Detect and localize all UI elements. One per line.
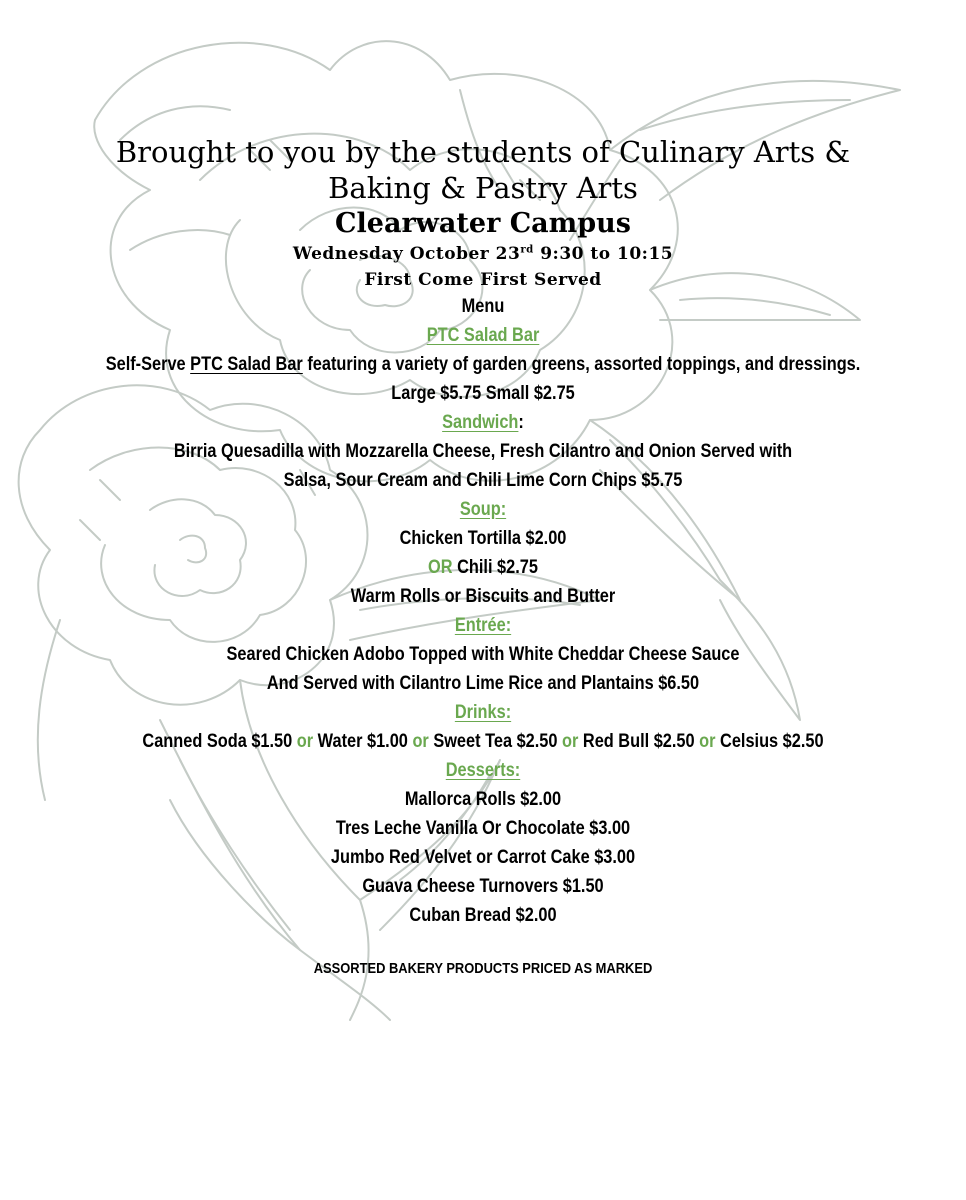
sandwich-heading-text: Sandwich — [442, 412, 519, 433]
drink-item: Celsius $2.50 — [720, 731, 824, 752]
date-ordinal-suffix: rd — [520, 243, 534, 256]
soup-or-word: OR — [428, 557, 453, 578]
section-heading-drinks: Drinks: — [454, 702, 512, 723]
salad-bar-desc-highlight: PTC Salad Bar — [190, 354, 303, 375]
entree-line-2: And Served with Cilantro Lime Rice and Plantains $6.50 — [266, 673, 700, 694]
soup-item-chili — [68, 557, 899, 579]
drinks-list — [68, 731, 899, 753]
sandwich-line-2: Salsa, Sour Cream and Chili Lime Corn Chips $5.75 — [283, 470, 683, 491]
salad-bar-desc-suffix: featuring a variety of garden greens, assorted toppings, and dressings. — [302, 354, 861, 375]
drinks-or-word: or — [557, 731, 583, 752]
campus-title: Clearwater Campus — [335, 208, 631, 239]
soup-side: Warm Rolls or Biscuits and Butter — [350, 586, 616, 607]
dessert-item: Guava Cheese Turnovers $1.50 — [362, 876, 604, 897]
section-heading-sandwich — [68, 412, 899, 434]
section-heading-salad-bar: PTC Salad Bar — [426, 325, 540, 346]
drinks-or-word: or — [407, 731, 434, 752]
event-date-main: Wednesday October 23 — [292, 244, 521, 264]
soup-chili-text: Chili $2.75 — [452, 557, 538, 578]
dessert-item: Tres Leche Vanilla Or Chocolate $3.00 — [335, 818, 631, 839]
salad-bar-prices: Large $5.75 Small $2.75 — [391, 383, 575, 404]
drink-item: Sweet Tea $2.50 — [433, 731, 558, 752]
sandwich-line-1: Birria Quesadilla with Mozzarella Cheese, Fresh Cilantro and Onion Served with — [173, 441, 793, 462]
section-heading-soup: Soup: — [459, 499, 507, 520]
drinks-or-word: or — [292, 731, 318, 752]
event-time: 9:30 to 10:15 — [533, 244, 674, 264]
section-heading-entree: Entrée: — [454, 615, 512, 636]
menu-heading: Menu — [461, 296, 505, 317]
intro-line-2: Baking & Pastry Arts — [328, 171, 638, 205]
drinks-or-word: or — [694, 731, 721, 752]
section-heading-desserts: Desserts: — [445, 760, 521, 781]
drink-item: Red Bull $2.50 — [582, 731, 695, 752]
dessert-item: Cuban Bread $2.00 — [409, 905, 557, 926]
drink-item: Canned Soda $1.50 — [142, 731, 293, 752]
serving-notice: First Come First Served — [364, 270, 602, 290]
entree-line-1: Seared Chicken Adobo Topped with White Cheddar Cheese Sauce — [226, 644, 740, 665]
dessert-item: Mallorca Rolls $2.00 — [404, 789, 562, 810]
sandwich-heading-colon: : — [518, 412, 524, 433]
salad-bar-desc-prefix: Self-Serve — [105, 354, 191, 375]
soup-item-chicken-tortilla: Chicken Tortilla $2.00 — [399, 528, 567, 549]
event-date — [0, 244, 966, 264]
dessert-item: Jumbo Red Velvet or Carrot Cake $3.00 — [330, 847, 636, 868]
drink-item: Water $1.00 — [317, 731, 408, 752]
intro-line-1: Brought to you by the students of Culinary Arts & — [115, 135, 851, 169]
bakery-footer-note: ASSORTED BAKERY PRODUCTS PRICED AS MARKED — [313, 960, 653, 977]
salad-bar-description — [68, 354, 899, 376]
